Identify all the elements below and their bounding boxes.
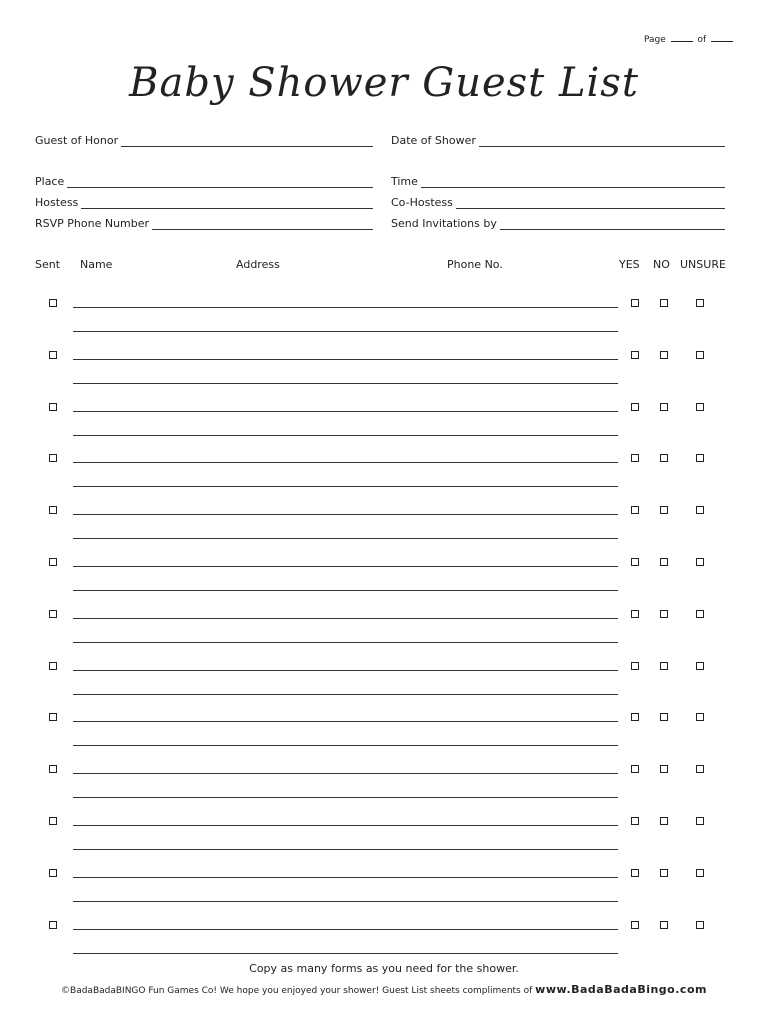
guest-address-line[interactable] <box>73 383 618 384</box>
yes-checkbox[interactable] <box>631 610 639 618</box>
guest-address-line[interactable] <box>73 694 618 695</box>
page-indicator <box>644 33 735 45</box>
date-of-shower-label: Date of Shower <box>391 134 476 147</box>
guest-name-line[interactable] <box>73 773 618 774</box>
guest-name-line[interactable] <box>73 411 618 412</box>
guest-name-line[interactable] <box>73 877 618 878</box>
yes-checkbox[interactable] <box>631 558 639 566</box>
no-checkbox[interactable] <box>660 713 668 721</box>
column-no: NO <box>653 258 670 271</box>
guest-name-line[interactable] <box>73 929 618 930</box>
guest-address-line[interactable] <box>73 435 618 436</box>
guest-name-line[interactable] <box>73 307 618 308</box>
yes-checkbox[interactable] <box>631 765 639 773</box>
time-line[interactable] <box>421 177 725 188</box>
yes-checkbox[interactable] <box>631 921 639 929</box>
no-checkbox[interactable] <box>660 817 668 825</box>
unsure-checkbox[interactable] <box>696 921 704 929</box>
unsure-checkbox[interactable] <box>696 506 704 514</box>
guest-address-line[interactable] <box>73 849 618 850</box>
guest-name-line[interactable] <box>73 618 618 619</box>
yes-checkbox[interactable] <box>631 869 639 877</box>
guest-address-line[interactable] <box>73 486 618 487</box>
send-invitations-label: Send Invitations by <box>391 217 497 230</box>
place-label: Place <box>35 175 65 188</box>
sent-checkbox[interactable] <box>49 817 57 825</box>
yes-checkbox[interactable] <box>631 351 639 359</box>
unsure-checkbox[interactable] <box>696 558 704 566</box>
no-checkbox[interactable] <box>660 454 668 462</box>
no-checkbox[interactable] <box>660 558 668 566</box>
column-phone: Phone No. <box>447 258 503 271</box>
rsvp-phone-label: RSVP Phone Number <box>35 217 150 230</box>
column-yes: YES <box>619 258 640 271</box>
footer-credit-text: ©BadaBadaBINGO Fun Games Co! We hope you enjoyed your shower! Guest List sheets compliments of <box>61 986 533 996</box>
page-label: Page <box>644 35 666 45</box>
no-checkbox[interactable] <box>660 299 668 307</box>
guest-name-line[interactable] <box>73 462 618 463</box>
column-sent: Sent <box>35 258 61 271</box>
column-unsure: UNSURE <box>680 258 726 271</box>
unsure-checkbox[interactable] <box>696 662 704 670</box>
no-checkbox[interactable] <box>660 506 668 514</box>
unsure-checkbox[interactable] <box>696 299 704 307</box>
hostess-line[interactable] <box>81 198 373 209</box>
no-checkbox[interactable] <box>660 869 668 877</box>
rsvp-phone-line[interactable] <box>152 219 373 230</box>
no-checkbox[interactable] <box>660 921 668 929</box>
no-checkbox[interactable] <box>660 610 668 618</box>
sent-checkbox[interactable] <box>49 921 57 929</box>
guest-name-line[interactable] <box>73 566 618 567</box>
hostess-field[interactable] <box>35 196 373 209</box>
unsure-checkbox[interactable] <box>696 454 704 462</box>
sent-checkbox[interactable] <box>49 662 57 670</box>
page-total-blank[interactable] <box>711 33 733 42</box>
co-hostess-line[interactable] <box>456 198 725 209</box>
rsvp-phone-field[interactable] <box>35 217 373 230</box>
co-hostess-field[interactable] <box>391 196 725 209</box>
yes-checkbox[interactable] <box>631 454 639 462</box>
sent-checkbox[interactable] <box>49 299 57 307</box>
footer-note: Copy as many forms as you need for the shower. <box>249 962 519 975</box>
guest-name-line[interactable] <box>73 721 618 722</box>
guest-address-line[interactable] <box>73 538 618 539</box>
yes-checkbox[interactable] <box>631 713 639 721</box>
page-title: Baby Shower Guest List <box>129 60 639 106</box>
yes-checkbox[interactable] <box>631 662 639 670</box>
sent-checkbox[interactable] <box>49 403 57 411</box>
yes-checkbox[interactable] <box>631 299 639 307</box>
column-name: Name <box>80 258 113 271</box>
guest-address-line[interactable] <box>73 953 618 954</box>
of-label: of <box>697 35 707 45</box>
no-checkbox[interactable] <box>660 403 668 411</box>
page-number-blank[interactable] <box>671 33 693 42</box>
sent-checkbox[interactable] <box>49 610 57 618</box>
yes-checkbox[interactable] <box>631 817 639 825</box>
guest-address-line[interactable] <box>73 331 618 332</box>
guest-address-line[interactable] <box>73 901 618 902</box>
guest-name-line[interactable] <box>73 359 618 360</box>
time-field[interactable] <box>391 175 725 188</box>
unsure-checkbox[interactable] <box>696 351 704 359</box>
column-address: Address <box>236 258 280 271</box>
no-checkbox[interactable] <box>660 662 668 670</box>
sent-checkbox[interactable] <box>49 558 57 566</box>
yes-checkbox[interactable] <box>631 403 639 411</box>
unsure-checkbox[interactable] <box>696 869 704 877</box>
guest-address-line[interactable] <box>73 590 618 591</box>
guest-of-honor-field[interactable] <box>35 134 373 147</box>
place-line[interactable] <box>67 177 373 188</box>
sent-checkbox[interactable] <box>49 454 57 462</box>
guest-address-line[interactable] <box>73 642 618 643</box>
time-label: Time <box>391 175 418 188</box>
guest-name-line[interactable] <box>73 670 618 671</box>
no-checkbox[interactable] <box>660 765 668 773</box>
guest-name-line[interactable] <box>73 514 618 515</box>
guest-of-honor-line[interactable] <box>121 136 373 147</box>
co-hostess-label: Co-Hostess <box>391 196 453 209</box>
sent-checkbox[interactable] <box>49 713 57 721</box>
yes-checkbox[interactable] <box>631 506 639 514</box>
guest-name-line[interactable] <box>73 825 618 826</box>
footer-credit <box>0 983 768 996</box>
sent-checkbox[interactable] <box>49 351 57 359</box>
guest-address-line[interactable] <box>73 797 618 798</box>
date-of-shower-field[interactable] <box>391 134 725 147</box>
guest-of-honor-label: Guest of Honor <box>35 134 119 147</box>
unsure-checkbox[interactable] <box>696 713 704 721</box>
unsure-checkbox[interactable] <box>696 817 704 825</box>
send-invitations-line[interactable] <box>500 219 725 230</box>
unsure-checkbox[interactable] <box>696 765 704 773</box>
footer-website[interactable]: www.BadaBadaBingo.com <box>535 983 707 996</box>
send-invitations-field[interactable] <box>391 217 725 230</box>
sent-checkbox[interactable] <box>49 506 57 514</box>
place-field[interactable] <box>35 175 373 188</box>
sent-checkbox[interactable] <box>49 765 57 773</box>
unsure-checkbox[interactable] <box>696 610 704 618</box>
no-checkbox[interactable] <box>660 351 668 359</box>
hostess-label: Hostess <box>35 196 79 209</box>
date-of-shower-line[interactable] <box>479 136 725 147</box>
unsure-checkbox[interactable] <box>696 403 704 411</box>
guest-address-line[interactable] <box>73 745 618 746</box>
sent-checkbox[interactable] <box>49 869 57 877</box>
